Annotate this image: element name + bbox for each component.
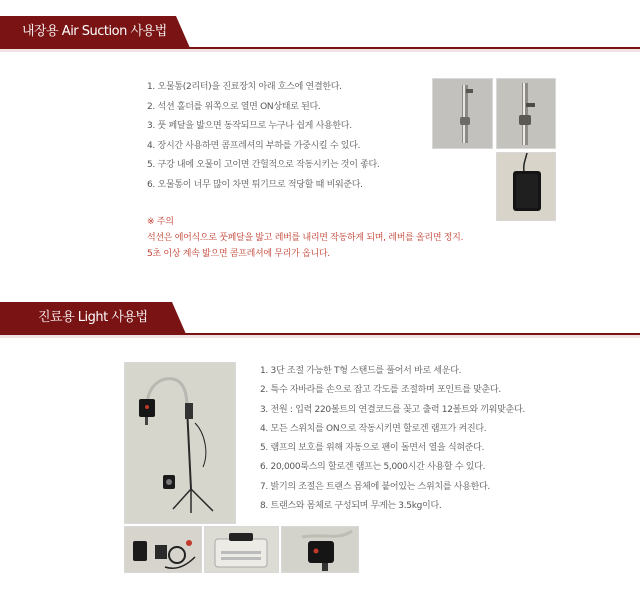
instruction-item: 5. 램프의 보호를 위해 자동으로 팬이 돌면서 열을 식혀준다. (260, 443, 485, 454)
dental-light-stand-photo (124, 362, 236, 524)
light-instructions (260, 362, 525, 516)
suction-holder-photo-closed (432, 78, 493, 149)
section-title-light: 진료용 Light 사용법 (0, 302, 172, 334)
section-header-air-suction (0, 16, 640, 48)
caution-line: 5초 이상 계속 밟으면 콤프레셔에 무리가 옵니다. (147, 249, 330, 259)
air-suction-instructions (147, 78, 380, 195)
instruction-item: 6. 20,000룩스의 할로겐 램프는 5,000시간 사용할 수 있다. (260, 462, 486, 473)
instruction-item: 1. 오물통(2리터)을 진료장치 아래 호스에 연결한다. (147, 82, 342, 92)
lamp-parts-photo (124, 526, 202, 573)
caution-block (147, 214, 463, 262)
transformer-box-photo (204, 526, 279, 573)
instruction-item: 8. 트랜스와 몸체로 구성되며 무게는 3.5kg이다. (260, 501, 442, 512)
instruction-item: 4. 모든 스위치를 ON으로 작동시키면 할로겐 램프가 켜진다. (260, 423, 487, 434)
lamp-head-closeup-photo (281, 526, 359, 573)
caution-title: ※ 주의 (147, 217, 174, 227)
instruction-item: 2. 특수 자바라를 손으로 잡고 각도를 조절하며 포인트를 맞춘다. (260, 385, 501, 396)
section-title-air-suction: 내장용 Air Suction 사용법 (0, 16, 176, 48)
section-shade (0, 49, 640, 52)
section-shade (0, 335, 640, 338)
caution-line: 석션은 에어식으로 풋페달을 밟고 레버를 내리면 작동하게 되며, 레버를 올리면 정지. (147, 233, 464, 243)
instruction-item: 7. 밝기의 조절은 트랜스 몸체에 붙어있는 스위치를 사용한다. (260, 481, 490, 492)
instruction-item: 4. 장시간 사용하면 콤프레셔의 부하를 가중시킬 수 있다. (147, 140, 361, 151)
instruction-item: 2. 석션 홀더를 위쪽으로 열면 ON상태로 된다. (147, 101, 321, 112)
section-header-light (0, 302, 640, 334)
suction-holder-photo-open (496, 78, 556, 149)
foot-pedal-photo (496, 152, 556, 221)
instruction-item: 6. 오물통이 너무 많이 차면 튀기므로 적당할 때 비워준다. (147, 179, 363, 190)
instruction-item: 5. 구강 내에 오물이 고이면 간헐적으로 작동시키는 것이 좋다. (147, 160, 380, 170)
instruction-item: 1. 3단 조절 가능한 T형 스탠드를 풀어서 바로 세운다. (260, 366, 462, 376)
instruction-item: 3. 풋 페달을 밟으면 동작되므로 누구나 쉽게 사용한다. (147, 121, 352, 131)
instruction-item: 3. 전원 : 입력 220볼트의 연결코드를 꽂고 출력 12볼트와 끼워맞춘다. (260, 404, 525, 415)
